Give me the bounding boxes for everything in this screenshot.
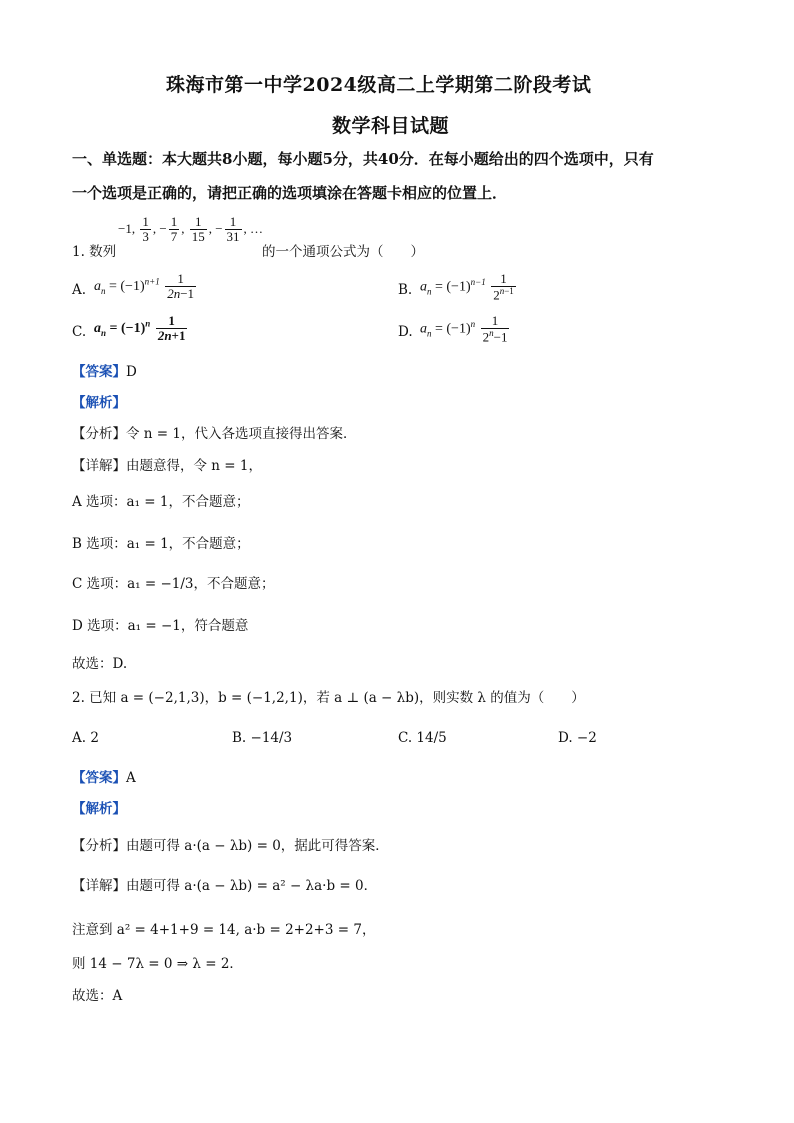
q2-fenxi-line: [72, 834, 389, 854]
q1-option-d-label: D.: [398, 324, 413, 340]
q2-analysis-tag: 【解析】: [72, 801, 126, 817]
q1-option-b-label: B.: [398, 282, 413, 298]
q2-fenxi: 由题可得 a·(a − λb) = 0，据此可得答案．: [126, 838, 389, 854]
q2-xiangjie-line: [72, 874, 377, 894]
q1-option-c: $a_n = (-1)^n$ $\frac{1}{2n+1}$: [94, 313, 186, 344]
q2-option-a: A. 2: [72, 730, 99, 746]
q1-answer-line: [72, 360, 137, 380]
q1-fenxi-line: [72, 422, 356, 442]
q2-note: 注意到 a² = 4+1+9 = 14, a·b = 2+2+3 = 7，: [72, 922, 376, 938]
q1-answer: D: [126, 364, 137, 380]
q1-option-c-label: C.: [72, 324, 87, 340]
answer-tag: 【答案】: [72, 770, 126, 786]
q1-choose: 故选：D.: [72, 656, 128, 672]
fenxi-tag: 【分析】: [72, 838, 126, 854]
q1-prefix: 1. 数列: [72, 244, 117, 260]
q1-option-a-label: A.: [72, 282, 87, 298]
exam-subtitle: 数学科目试题: [332, 115, 450, 137]
q2-option-c: C. 14/5: [398, 730, 447, 746]
section-instructions-line1: 一、单选题：本大题共8小题，每小题5分，共40分．在每小题给出的四个选项中，只有: [72, 150, 654, 168]
fenxi-tag: 【分析】: [72, 426, 126, 442]
q1-line-b: B 选项：a₁ = 1，不合题意；: [72, 536, 250, 552]
q2-xiangjie: 由题可得 a·(a − λb) = a² − λa·b = 0．: [126, 878, 378, 894]
q2-then: 则 14 − 7λ = 0 ⇒ λ = 2．: [72, 956, 243, 972]
q2-option-b: B. −14/3: [232, 730, 293, 746]
q1-xiangjie: 由题意得，令 n = 1，: [126, 458, 262, 474]
q1-line-d: D 选项：a₁ = −1，符合题意: [72, 618, 249, 634]
q1-suffix: 的一个通项公式为（ ）: [262, 244, 424, 260]
q1-xiangjie-line: [72, 454, 262, 474]
q1-line-c: C 选项：a₁ = −1/3，不合题意；: [72, 576, 275, 592]
exam-title: 珠海市第一中学2024级高二上学期第二阶段考试: [166, 74, 592, 96]
q2-stem: 2. 已知 a = (−2,1,3)，b = (−1,2,1)，若 a ⊥ (a − λb)，则实数 λ 的值为（ ）: [72, 690, 585, 706]
q1-option-d: $a_n = (-1)^n$ $\frac{1}{2^n-1}$: [420, 313, 508, 345]
q2-choose: 故选：A: [72, 988, 123, 1004]
answer-tag: 【答案】: [72, 364, 126, 380]
q1-analysis-tag: 【解析】: [72, 395, 126, 411]
q1-option-a: $a_n = (-1)^{n+1}$ $\frac{1}{2n-1}$: [94, 271, 195, 302]
q2-answer-line: [72, 766, 136, 786]
xiangjie-tag: 【详解】: [72, 878, 126, 894]
q2-option-d: D. −2: [558, 730, 597, 746]
xiangjie-tag: 【详解】: [72, 458, 126, 474]
section-instructions-line2: 一个选项是正确的，请把正确的选项填涂在答题卡相应的位置上．: [72, 184, 508, 202]
q1-line-a: A 选项：a₁ = 1，不合题意；: [72, 494, 250, 510]
q1-fenxi: 令 n = 1，代入各选项直接得出答案．: [126, 426, 357, 442]
q1-option-b: $a_n = (-1)^{n-1}$ $\frac{1}{2^{n-1}}$: [420, 271, 514, 303]
q1-sequence: −1, $\frac{1}{3}$ , − $\frac{1}{7}$ , $\frac{1}{15}$ , − $\frac{1}{31}$ , …: [118, 214, 264, 245]
q2-answer: A: [126, 770, 136, 786]
